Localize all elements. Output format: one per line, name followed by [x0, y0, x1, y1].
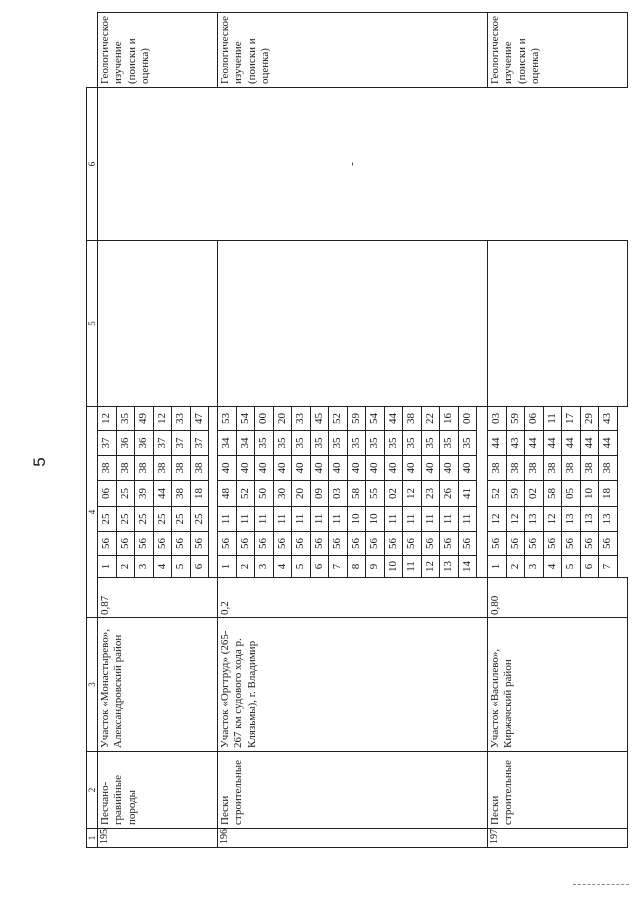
coordinate-cell: 25: [190, 507, 209, 532]
coordinate-cell: 02: [384, 481, 403, 507]
filler-cell: [209, 481, 218, 507]
coordinate-cell: 02: [525, 481, 544, 507]
coordinate-cell: 18: [190, 481, 209, 507]
filler-cell: [477, 431, 488, 456]
coordinate-cell: 10: [384, 556, 403, 578]
coordinate-cell: 38: [98, 456, 117, 481]
coordinate-cell: 2: [236, 556, 255, 578]
empty-cell: [562, 241, 581, 407]
footer-dash-line: [573, 884, 629, 885]
coordinate-cell: 34: [236, 431, 255, 456]
coordinate-cell: 33: [292, 407, 311, 431]
coordinate-cell: 56: [218, 532, 237, 556]
coordinate-cell: 53: [218, 407, 237, 431]
coordinate-cell: 11: [329, 507, 348, 532]
coordinate-cell: 2: [116, 556, 135, 578]
coordinate-cell: 38: [506, 456, 525, 481]
coordinate-cell: 40: [366, 456, 385, 481]
coordinate-cell: 56: [421, 532, 440, 556]
coordinate-cell: 38: [543, 456, 562, 481]
coordinate-cell: 56: [116, 532, 135, 556]
coordinate-cell: 11: [292, 507, 311, 532]
coordinate-cell: 11: [310, 507, 329, 532]
coordinate-cell: 38: [525, 456, 544, 481]
coordinate-cell: 56: [273, 532, 292, 556]
filler-cell: [209, 507, 218, 532]
coordinate-cell: 56: [403, 532, 422, 556]
coordinate-cell: 25: [98, 507, 117, 532]
mineral-type: Песчано-гравийные породы: [98, 752, 218, 829]
coordinate-cell: 40: [440, 456, 459, 481]
coordinate-cell: 56: [98, 532, 117, 556]
coordinate-cell: 10: [580, 481, 599, 507]
coordinate-cell: 30: [273, 481, 292, 507]
coordinate-cell: 56: [236, 532, 255, 556]
coordinate-cell: 11: [458, 507, 477, 532]
column-header: 1: [87, 829, 98, 848]
coordinate-cell: 33: [172, 407, 191, 431]
coordinate-cell: 20: [292, 481, 311, 507]
coordinate-cell: 2: [506, 556, 525, 578]
coordinate-cell: 56: [172, 532, 191, 556]
coordinate-cell: 4: [273, 556, 292, 578]
purpose-cell: Геологическое изучение (поиски и оценка): [98, 13, 218, 88]
coordinate-cell: 56: [440, 532, 459, 556]
filler-cell: [617, 456, 628, 481]
filler-cell: [617, 407, 628, 431]
coordinate-cell: 29: [580, 407, 599, 431]
column-header: 3: [87, 618, 98, 752]
coordinate-cell: 38: [580, 456, 599, 481]
column-header: 2: [87, 752, 98, 829]
coordinate-cell: 44: [153, 481, 172, 507]
coordinate-cell: 37: [190, 431, 209, 456]
coordinate-cell: 11: [255, 507, 274, 532]
coordinate-cell: 38: [488, 456, 507, 481]
page-number: 5: [30, 457, 49, 467]
filler-cell: [477, 556, 488, 578]
empty-cell: [525, 241, 544, 407]
coordinate-cell: 56: [384, 532, 403, 556]
coordinate-cell: 12: [403, 481, 422, 507]
coordinate-cell: 11: [403, 507, 422, 532]
coordinate-cell: 35: [440, 431, 459, 456]
purpose-cell: Геологическое изучение (поиски и оценка): [218, 13, 488, 88]
coordinate-cell: 1: [488, 556, 507, 578]
coordinate-cell: 03: [488, 407, 507, 431]
coordinate-cell: 56: [506, 532, 525, 556]
filler-cell: [477, 456, 488, 481]
coordinate-cell: 41: [458, 481, 477, 507]
empty-cell: [347, 241, 366, 407]
coordinate-cell: 52: [236, 481, 255, 507]
coordinate-cell: 37: [98, 431, 117, 456]
coordinate-cell: 56: [190, 532, 209, 556]
coordinate-cell: 56: [543, 532, 562, 556]
coordinate-cell: 3: [135, 556, 154, 578]
coordinate-cell: 56: [310, 532, 329, 556]
coordinate-cell: 7: [329, 556, 348, 578]
empty-cell: [218, 241, 237, 407]
coordinate-cell: 13: [525, 507, 544, 532]
coordinate-cell: 40: [218, 456, 237, 481]
coordinate-cell: 6: [310, 556, 329, 578]
coordinate-cell: 44: [488, 431, 507, 456]
coordinate-cell: 47: [190, 407, 209, 431]
coordinate-cell: 00: [255, 407, 274, 431]
filler-cell: [617, 556, 628, 578]
filler-cell: [209, 556, 218, 578]
coordinate-cell: 7: [599, 556, 618, 578]
coordinate-cell: 12: [421, 556, 440, 578]
coordinate-cell: 38: [172, 456, 191, 481]
coordinate-cell: 3: [255, 556, 274, 578]
empty-cell: [172, 241, 191, 407]
coordinate-cell: 40: [292, 456, 311, 481]
empty-cell: [329, 241, 348, 407]
coordinate-cell: 12: [98, 407, 117, 431]
coordinate-cell: 11: [421, 507, 440, 532]
coordinate-cell: 38: [172, 481, 191, 507]
coordinate-cell: 25: [153, 507, 172, 532]
coordinate-cell: 1: [218, 556, 237, 578]
coordinate-cell: 56: [153, 532, 172, 556]
filler-cell: [209, 431, 218, 456]
coordinate-cell: 5: [292, 556, 311, 578]
coordinate-cell: 13: [440, 556, 459, 578]
coordinate-cell: 39: [135, 481, 154, 507]
coordinate-cell: 44: [599, 431, 618, 456]
coordinate-cell: 11: [403, 556, 422, 578]
coordinate-cell: 5: [172, 556, 191, 578]
coordinate-row: [218, 13, 237, 848]
coordinate-cell: 43: [599, 407, 618, 431]
coordinate-cell: 05: [562, 481, 581, 507]
coordinate-cell: 16: [440, 407, 459, 431]
coordinate-cell: 09: [310, 481, 329, 507]
coordinate-cell: 35: [421, 431, 440, 456]
purpose-cell: Геологическое изучение (поиски и оценка): [488, 13, 628, 88]
coordinate-cell: 56: [329, 532, 348, 556]
coordinate-cell: 59: [506, 407, 525, 431]
coordinate-cell: 44: [580, 431, 599, 456]
coordinate-cell: 40: [255, 456, 274, 481]
coordinate-cell: 00: [458, 407, 477, 431]
empty-cell: [488, 241, 507, 407]
row-number: 197: [488, 829, 628, 848]
empty-cell: [403, 241, 422, 407]
empty-cell: [135, 241, 154, 407]
coordinate-cell: 38: [403, 407, 422, 431]
coordinate-cell: 36: [135, 431, 154, 456]
coordinate-cell: 56: [347, 532, 366, 556]
filler-cell: [617, 532, 628, 556]
coordinate-cell: 5: [562, 556, 581, 578]
coordinate-cell: 35: [403, 431, 422, 456]
empty-cell: [236, 241, 255, 407]
licensing-table: [86, 12, 628, 848]
coordinate-cell: 11: [218, 507, 237, 532]
empty-cell: [440, 241, 459, 407]
coordinate-cell: 14: [458, 556, 477, 578]
empty-cell: [384, 241, 403, 407]
coordinate-cell: 11: [440, 507, 459, 532]
note-cell: -: [218, 88, 488, 241]
empty-cell: [366, 241, 385, 407]
coordinate-cell: 35: [116, 407, 135, 431]
coordinate-cell: 56: [580, 532, 599, 556]
coordinate-cell: 13: [599, 507, 618, 532]
coordinate-cell: 4: [153, 556, 172, 578]
empty-cell: [617, 241, 628, 407]
coordinate-cell: 18: [599, 481, 618, 507]
site-area: 0,2: [218, 578, 488, 618]
coordinate-cell: 45: [310, 407, 329, 431]
coordinate-cell: 13: [562, 507, 581, 532]
note-cell: [488, 88, 628, 241]
filler-cell: [209, 407, 218, 431]
coordinate-cell: 12: [488, 507, 507, 532]
coordinate-cell: 40: [403, 456, 422, 481]
coordinate-cell: 56: [562, 532, 581, 556]
coordinate-cell: 43: [506, 431, 525, 456]
coordinate-cell: 11: [543, 407, 562, 431]
mineral-type: Пески строительные: [488, 752, 628, 829]
coordinate-cell: 40: [458, 456, 477, 481]
coordinate-cell: 59: [506, 481, 525, 507]
row-number: 196: [218, 829, 488, 848]
empty-cell: [458, 241, 477, 407]
empty-cell: [273, 241, 292, 407]
coordinate-cell: 35: [273, 431, 292, 456]
coordinate-cell: 56: [599, 532, 618, 556]
coordinate-cell: 1: [98, 556, 117, 578]
empty-cell: [506, 241, 525, 407]
coordinate-cell: 56: [292, 532, 311, 556]
coordinate-cell: 44: [562, 431, 581, 456]
coordinate-cell: 35: [255, 431, 274, 456]
coordinate-cell: 56: [135, 532, 154, 556]
coordinate-cell: 40: [347, 456, 366, 481]
coordinate-cell: 03: [329, 481, 348, 507]
coordinate-cell: 35: [310, 431, 329, 456]
coordinate-cell: 35: [458, 431, 477, 456]
coordinate-cell: 44: [525, 431, 544, 456]
empty-cell: [543, 241, 562, 407]
coordinate-cell: 12: [153, 407, 172, 431]
coordinate-cell: 56: [366, 532, 385, 556]
coordinate-row: [488, 13, 507, 848]
filler-cell: [209, 532, 218, 556]
empty-cell: [421, 241, 440, 407]
filler-cell: [617, 431, 628, 456]
coordinate-cell: 48: [218, 481, 237, 507]
coordinate-cell: 36: [116, 431, 135, 456]
filler-cell: [617, 507, 628, 532]
coordinate-cell: 38: [116, 456, 135, 481]
coordinate-cell: 38: [190, 456, 209, 481]
filler-cell: [209, 456, 218, 481]
coordinate-cell: 20: [273, 407, 292, 431]
coordinate-cell: 35: [329, 431, 348, 456]
empty-cell: [153, 241, 172, 407]
site-area: 0,87: [98, 578, 218, 618]
empty-cell: [116, 241, 135, 407]
coordinate-cell: 22: [421, 407, 440, 431]
coordinate-cell: 54: [366, 407, 385, 431]
coordinate-cell: 40: [329, 456, 348, 481]
coordinate-cell: 4: [543, 556, 562, 578]
site-description: Участок «Василево», Киржачский район: [488, 618, 628, 752]
coordinate-cell: 40: [384, 456, 403, 481]
coordinate-cell: 54: [236, 407, 255, 431]
coordinate-cell: 12: [543, 507, 562, 532]
coordinate-cell: 25: [135, 507, 154, 532]
coordinate-cell: 25: [116, 481, 135, 507]
coordinate-cell: 17: [562, 407, 581, 431]
column-header: 6: [87, 88, 98, 241]
coordinate-cell: 11: [384, 507, 403, 532]
coordinate-cell: 35: [366, 431, 385, 456]
coordinate-cell: 10: [366, 507, 385, 532]
coordinate-cell: 6: [190, 556, 209, 578]
empty-cell: [310, 241, 329, 407]
column-header: 5: [87, 241, 98, 407]
note-cell: [98, 88, 218, 241]
filler-cell: [477, 507, 488, 532]
coordinate-cell: 56: [255, 532, 274, 556]
coordinate-cell: 10: [347, 507, 366, 532]
filler-cell: [477, 407, 488, 431]
coordinate-cell: 35: [347, 431, 366, 456]
coordinate-cell: 38: [153, 456, 172, 481]
coordinate-cell: 6: [580, 556, 599, 578]
coordinate-cell: 40: [273, 456, 292, 481]
coordinate-cell: 40: [236, 456, 255, 481]
coordinate-cell: 3: [525, 556, 544, 578]
coordinate-cell: 52: [329, 407, 348, 431]
empty-cell: [98, 241, 117, 407]
coordinate-cell: 12: [506, 507, 525, 532]
site-description: Участок «Оргтруд» (265-267 км судового хода р. Клязьмы), г. Владимир: [218, 618, 488, 752]
coordinate-cell: 35: [384, 431, 403, 456]
coordinate-cell: 40: [421, 456, 440, 481]
coordinate-cell: 58: [543, 481, 562, 507]
header-row: [87, 13, 98, 848]
coordinate-cell: 35: [292, 431, 311, 456]
filler-cell: [477, 532, 488, 556]
coordinate-cell: 59: [347, 407, 366, 431]
coordinate-cell: 37: [172, 431, 191, 456]
coordinate-cell: 56: [525, 532, 544, 556]
coordinate-cell: 58: [347, 481, 366, 507]
coordinate-cell: 38: [599, 456, 618, 481]
coordinate-cell: 49: [135, 407, 154, 431]
empty-cell: [209, 241, 218, 407]
coordinate-cell: 8: [347, 556, 366, 578]
empty-cell: [477, 241, 488, 407]
mineral-type: Пески строительные: [218, 752, 488, 829]
coordinate-cell: 11: [236, 507, 255, 532]
coordinate-cell: 26: [440, 481, 459, 507]
empty-cell: [580, 241, 599, 407]
coordinate-cell: 06: [98, 481, 117, 507]
coordinate-cell: 44: [384, 407, 403, 431]
coordinate-cell: 06: [525, 407, 544, 431]
coordinate-cell: 13: [580, 507, 599, 532]
coordinate-cell: 11: [273, 507, 292, 532]
filler-cell: [477, 481, 488, 507]
coordinate-cell: 38: [562, 456, 581, 481]
coordinate-cell: 44: [543, 431, 562, 456]
coordinate-cell: 9: [366, 556, 385, 578]
row-number: 195: [98, 829, 218, 848]
rotated-table-container: [86, 13, 613, 848]
empty-cell: [255, 241, 274, 407]
empty-cell: [292, 241, 311, 407]
coordinate-cell: 25: [116, 507, 135, 532]
site-area: 0,80: [488, 578, 628, 618]
coordinate-cell: 23: [421, 481, 440, 507]
coordinate-cell: 56: [458, 532, 477, 556]
coordinate-cell: 34: [218, 431, 237, 456]
coordinate-cell: 56: [488, 532, 507, 556]
coordinate-cell: 38: [135, 456, 154, 481]
column-header: 4: [87, 407, 98, 618]
coordinate-cell: 25: [172, 507, 191, 532]
site-description: Участок «Монастырево», Александровский район: [98, 618, 218, 752]
filler-cell: [617, 481, 628, 507]
coordinate-cell: 40: [310, 456, 329, 481]
coordinate-cell: 37: [153, 431, 172, 456]
coordinate-cell: 55: [366, 481, 385, 507]
empty-cell: [599, 241, 618, 407]
empty-cell: [190, 241, 209, 407]
coordinate-row: [98, 13, 117, 848]
coordinate-cell: 52: [488, 481, 507, 507]
coordinate-cell: 50: [255, 481, 274, 507]
